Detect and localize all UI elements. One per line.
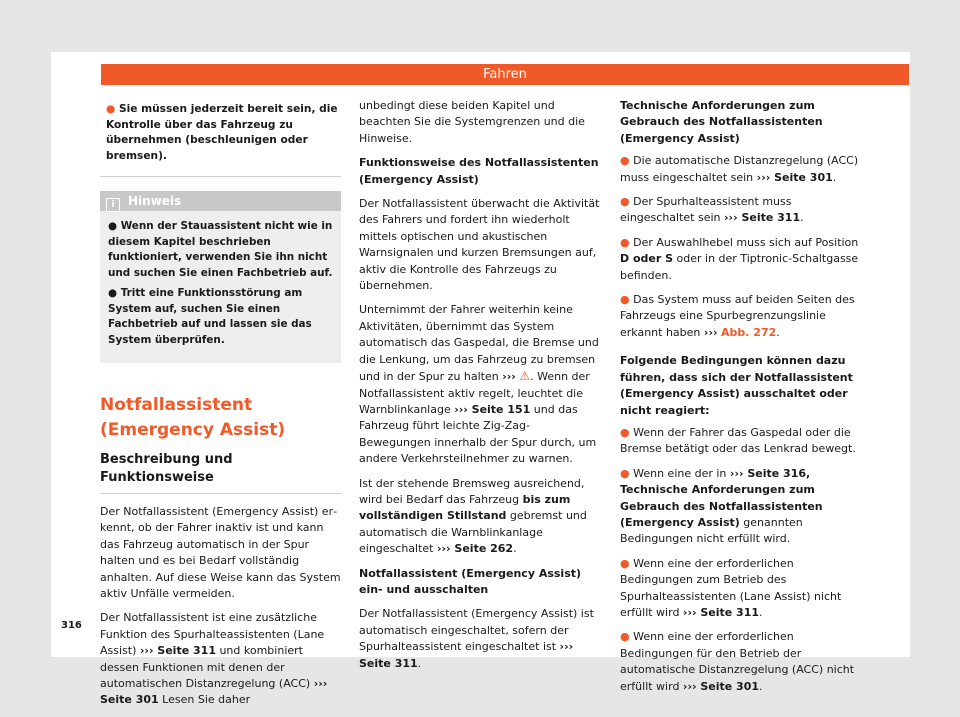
text: Die automatische Distanzregelung (ACC) muss eingeschaltet sein [620, 154, 859, 184]
column-2 [359, 98, 600, 680]
paragraph [359, 302, 600, 467]
text: . [832, 170, 837, 184]
page-reference-link[interactable]: ››› Seite 311 [139, 644, 216, 658]
text: Wenn der Fahrer das Gaspedal oder die Bremse betätigt oder das Lenkrad bewegt. [620, 425, 856, 456]
subsection-title: Beschreibung und Funktionsweise [100, 451, 341, 494]
text: Ist der stehende Bremsweg ausreichend, wird bei Bedarf das Fahrzeug [359, 476, 585, 506]
bullet-icon: ● [620, 154, 630, 168]
text: . [800, 211, 804, 225]
page-reference-link[interactable]: ››› Seite 301 [682, 679, 760, 693]
bullet-icon: ● [620, 235, 630, 249]
page-reference-link[interactable]: ››› Seite 316 [729, 466, 806, 480]
paragraph: Der Notfallassistent überwacht die Aktivität des Fahrers und fordert ihn wiederholt mittels optischen und akustischen Warnsignalen und kurzen Bremsungen auf, aktiv die Kontrolle des Fahrzeugs zu übernehmen. [359, 197, 600, 293]
paragraph: unbedingt diese beiden Kapitel und beachten Sie die Systemgrenzen und die Hinweise. [359, 99, 585, 145]
page-reference-link[interactable]: ››› Seite 262 [436, 542, 514, 556]
text: . [417, 656, 422, 670]
hinweis-item: ● Wenn der Stauassistent nicht wie in diesem Kapitel beschrieben funktioniert, verwenden Sie ihn nicht und suchen Sie einen Fachbetrieb auf. [108, 220, 333, 279]
info-icon: i [106, 198, 120, 212]
text: und kombiniert dessen Funktionen mit denen der automatischen Distanzregelung (ACC) [100, 644, 314, 691]
bullet-item [620, 425, 860, 458]
page-reference-link[interactable]: ››› Seite 311 [359, 640, 574, 670]
column-1 [100, 98, 341, 717]
text: Der Notfallassistent ist eine zusätzliche Funktion des Spurhalteassistenten (Lane Assist) [100, 611, 325, 658]
text: Das System muss auf beiden Seiten des Fahrzeugs eine Spurbegrenzungslinie erkannt haben [620, 293, 855, 339]
hinweis-item-text: Wenn der Stauassistent nicht wie in diesem Kapitel beschrieben funktioniert, verwenden Sie ihn nicht und suchen Sie einen Fachbetrieb auf. [108, 220, 333, 279]
paragraph [359, 476, 600, 558]
text: . Wenn der Notfallassistent aktiv regelt, leuchtet die Warnblinkanlage [359, 370, 590, 416]
text: Wenn eine der in [633, 466, 730, 480]
page-reference-link[interactable]: ››› Seite 301 [100, 677, 328, 707]
subheading: Funktionsweise des Notfallassistenten (Emergency Assist) [359, 156, 599, 186]
bullet-item [620, 556, 860, 622]
warning-box [100, 98, 341, 177]
hinweis-body [100, 211, 341, 363]
subheading: Notfallassistent (Emergency Assist) ein- und ausschalten [359, 566, 582, 596]
page-reference-link[interactable]: ››› Seite 151 [454, 402, 531, 416]
bullet-icon: ● [620, 556, 630, 570]
bullet-item [620, 292, 860, 341]
text: Wenn eine der erforderlichen Bedingungen zum Betrieb des Spurhalteassistenten (Lane Assist) nicht erfüllt wird [620, 556, 842, 619]
chapter-header: Fahren [101, 64, 909, 85]
text: . [759, 605, 763, 619]
warning-triangle-icon: ⚠ [519, 369, 531, 384]
text: Unternimmt der Fahrer weiterhin keine Aktivitäten, übernimmt das System automatisch das Gaspedal, die Bremse und die Lenkung, um das Fahrzeug zu bremsen und in der Spur zu halten [359, 303, 599, 384]
hinweis-item-text: Tritt eine Funktionsstörung am System auf, suchen Sie einen Fachbetrieb auf und lassen sie das System überprüfen. [108, 287, 312, 346]
text: und das Fahrzeug führt leichte Zig-Zag-Bewegungen innerhalb der Spur durch, um andere Verkehrsteilnehmer zu warnen. [359, 402, 597, 466]
text: Wenn eine der erforderlichen Bedingungen für den Betrieb der automatische Distanzregelung (ACC) nicht erfüllt wird [620, 630, 855, 693]
text: Der Notfallassistent (Emergency Assist) ist automatisch eingeschaltet, sofern der Spurhalteassistent eingeschaltet ist [359, 607, 594, 654]
page-reference-link[interactable]: ››› Seite 311 [682, 605, 760, 619]
bullet-item [620, 629, 860, 695]
bold-text: , Technische Anforderungen zum Gebrauch des Notfallassistenten (Emergency Assist) [620, 466, 823, 529]
page-reference-link[interactable]: ››› Seite 301 [756, 170, 833, 184]
bullet-icon: ● [106, 103, 116, 115]
bullet-item [620, 235, 860, 284]
section-title: Notfallassistent (Emergency Assist) [100, 395, 286, 440]
text: . [776, 325, 780, 339]
warning-text: Sie müssen jederzeit bereit sein, die Kontrolle über das Fahrzeug zu übernehmen (beschleunigen oder bremsen). [106, 103, 338, 162]
bullet-icon: ● [620, 425, 630, 439]
text: gebremst und automatisch die Warnblinkanlage eingeschaltet [359, 509, 587, 556]
subheading: Folgende Bedingungen können dazu führen, dass sich der Notfallassistent (Emergency Assist) ausschaltet oder nicht reagiert: [620, 354, 853, 417]
column-3 [620, 98, 860, 703]
hinweis-item: ● Tritt eine Funktionsstörung am System auf, suchen Sie einen Fachbetrieb auf und lassen sie das System überprüfen. [108, 287, 312, 346]
bullet-item [620, 194, 860, 227]
bold-text: bis zum vollständigen Stillstand [359, 492, 571, 523]
bullet-item [620, 466, 860, 548]
bullet-item [620, 153, 860, 186]
figure-reference-link[interactable]: ››› [703, 325, 718, 339]
figure-link[interactable]: Abb. 272 [721, 325, 777, 339]
text: oder in der Tiptronic-Schaltgasse befinden. [620, 252, 859, 282]
bullet-icon: ● [620, 195, 630, 209]
subheading: Technische Anforderungen zum Gebrauch des Notfallassistenten (Emergency Assist) [620, 99, 823, 145]
page-reference-link[interactable]: ››› Seite 311 [724, 211, 801, 225]
text: Lesen Sie daher [158, 693, 251, 707]
paragraph: Der Notfallassistent (Emergency Assist) erkennt, ob der Fahrer inaktiv ist und kann das Fahrzeug automatisch in der Spur halten und es bei Bedarf vollständig anhalten. Auf diese Weise kann das System aktiv Unfälle vermeiden. [100, 505, 341, 601]
text: Der Spurhalteassistent muss eingeschaltet sein [620, 195, 792, 225]
text: . [759, 679, 763, 693]
text: genannten Bedingungen nicht erfüllt wird. [620, 515, 803, 546]
text: . [513, 542, 517, 556]
hinweis-title: Hinweis [128, 194, 182, 208]
bullet-icon: ● [620, 630, 630, 644]
paragraph [100, 610, 341, 708]
bold-text: D oder S [620, 252, 674, 266]
bullet-icon: ● [620, 466, 630, 480]
hinweis-box [100, 191, 341, 363]
bullet-icon: ● [620, 293, 630, 307]
paragraph [359, 606, 600, 672]
warning-reference-link[interactable]: ››› [502, 370, 516, 384]
text: Der Auswahlhebel muss sich auf Position [633, 235, 859, 249]
page-number: 316 [61, 620, 82, 631]
hinweis-header [100, 191, 341, 211]
